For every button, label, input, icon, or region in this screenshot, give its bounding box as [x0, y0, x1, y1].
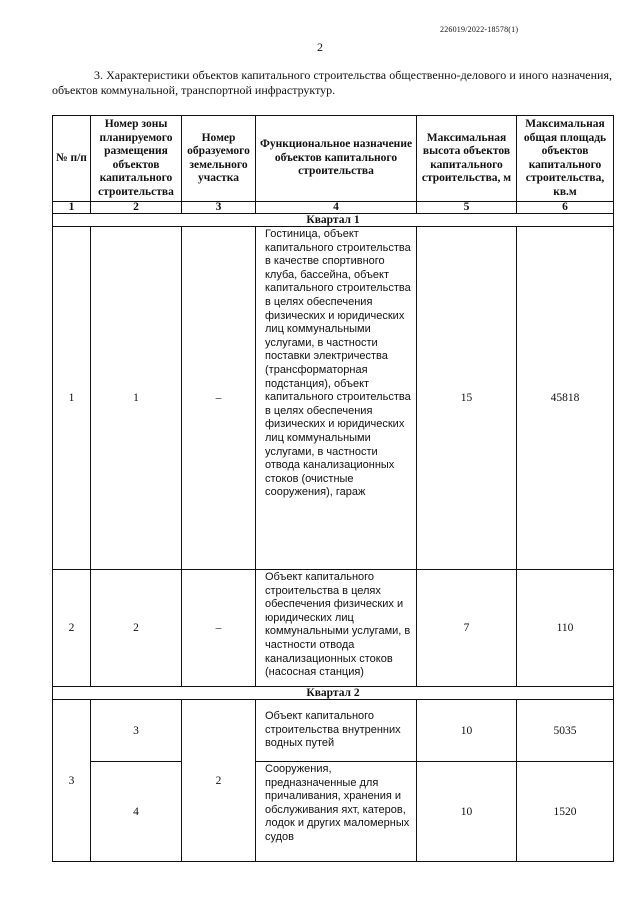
row-plot: –	[182, 570, 256, 687]
row-num: 2	[53, 570, 91, 687]
col-header-zone: Номер зоны планируемого размещения объектов капитального строительства	[91, 116, 182, 202]
col-number-5: 5	[417, 202, 517, 214]
col-header-function: Функциональное назначение объектов капитального строительства	[256, 116, 417, 202]
row-num: 1	[53, 227, 91, 570]
quarter-1-heading: Квартал 1	[53, 214, 614, 227]
row-zone: 2	[91, 570, 182, 687]
col-number-1: 1	[53, 202, 91, 214]
quarter-2-heading: Квартал 2	[53, 687, 614, 700]
document-number: 226019/2022-18578(1)	[440, 25, 519, 34]
row-zone: 1	[91, 227, 182, 570]
table-row	[53, 700, 614, 762]
col-number-2: 2	[91, 202, 182, 214]
col-number-6: 6	[517, 202, 614, 214]
row-num: 3	[53, 700, 91, 862]
row-zone: 3	[91, 700, 182, 762]
row-plot: 2	[182, 700, 256, 862]
section-title: 3. Характеристики объектов капитального строительства общественно-делового и иного назначения, объектов коммунальной, транспортной инфраструктур.	[52, 68, 612, 97]
row-height: 10	[417, 762, 517, 862]
col-header-height: Максимальная высота объектов капитального строительства, м	[417, 116, 517, 202]
row-area: 5035	[517, 700, 614, 762]
col-header-area: Максимальная общая площадь объектов капитального строительства, кв.м	[517, 116, 614, 202]
row-area: 1520	[517, 762, 614, 862]
row-height: 7	[417, 570, 517, 687]
col-number-3: 3	[182, 202, 256, 214]
col-header-num: № п/п	[53, 116, 91, 202]
row-function: Гостиница, объект капитального строительства в качестве спортивного клуба, бассейна, объект капитального строительства в целях обеспечения физических и юридических лиц коммунальными услугами, в частности поставки электричества (трансформаторная подстанция), объект капитального строительства в целях обеспечения физических и юридических лиц коммунальными услугами, в частности отвода канализационных стоков (очистные сооружения), гараж	[256, 227, 417, 570]
characteristics-table	[52, 115, 614, 862]
row-area: 45818	[517, 227, 614, 570]
table-row	[53, 570, 614, 687]
row-area: 110	[517, 570, 614, 687]
row-height: 10	[417, 700, 517, 762]
table-row	[53, 762, 614, 862]
table-row	[53, 227, 614, 570]
row-zone: 4	[91, 762, 182, 862]
row-function: Объект капитального строительства внутренних водных путей	[256, 700, 417, 762]
col-header-plot: Номер образуемого земельного участка	[182, 116, 256, 202]
row-function: Сооружения, предназначенные для причаливания, хранения и обслуживания яхт, катеров, лодок и других маломерных судов	[256, 762, 417, 862]
row-height: 15	[417, 227, 517, 570]
row-plot: –	[182, 227, 256, 570]
col-number-4: 4	[256, 202, 417, 214]
page-number: 2	[317, 40, 323, 54]
row-function: Объект капитального строительства в целях обеспечения физических и юридических лиц коммунальными услугами, в частности отвода канализационных стоков (насосная станция)	[256, 570, 417, 687]
